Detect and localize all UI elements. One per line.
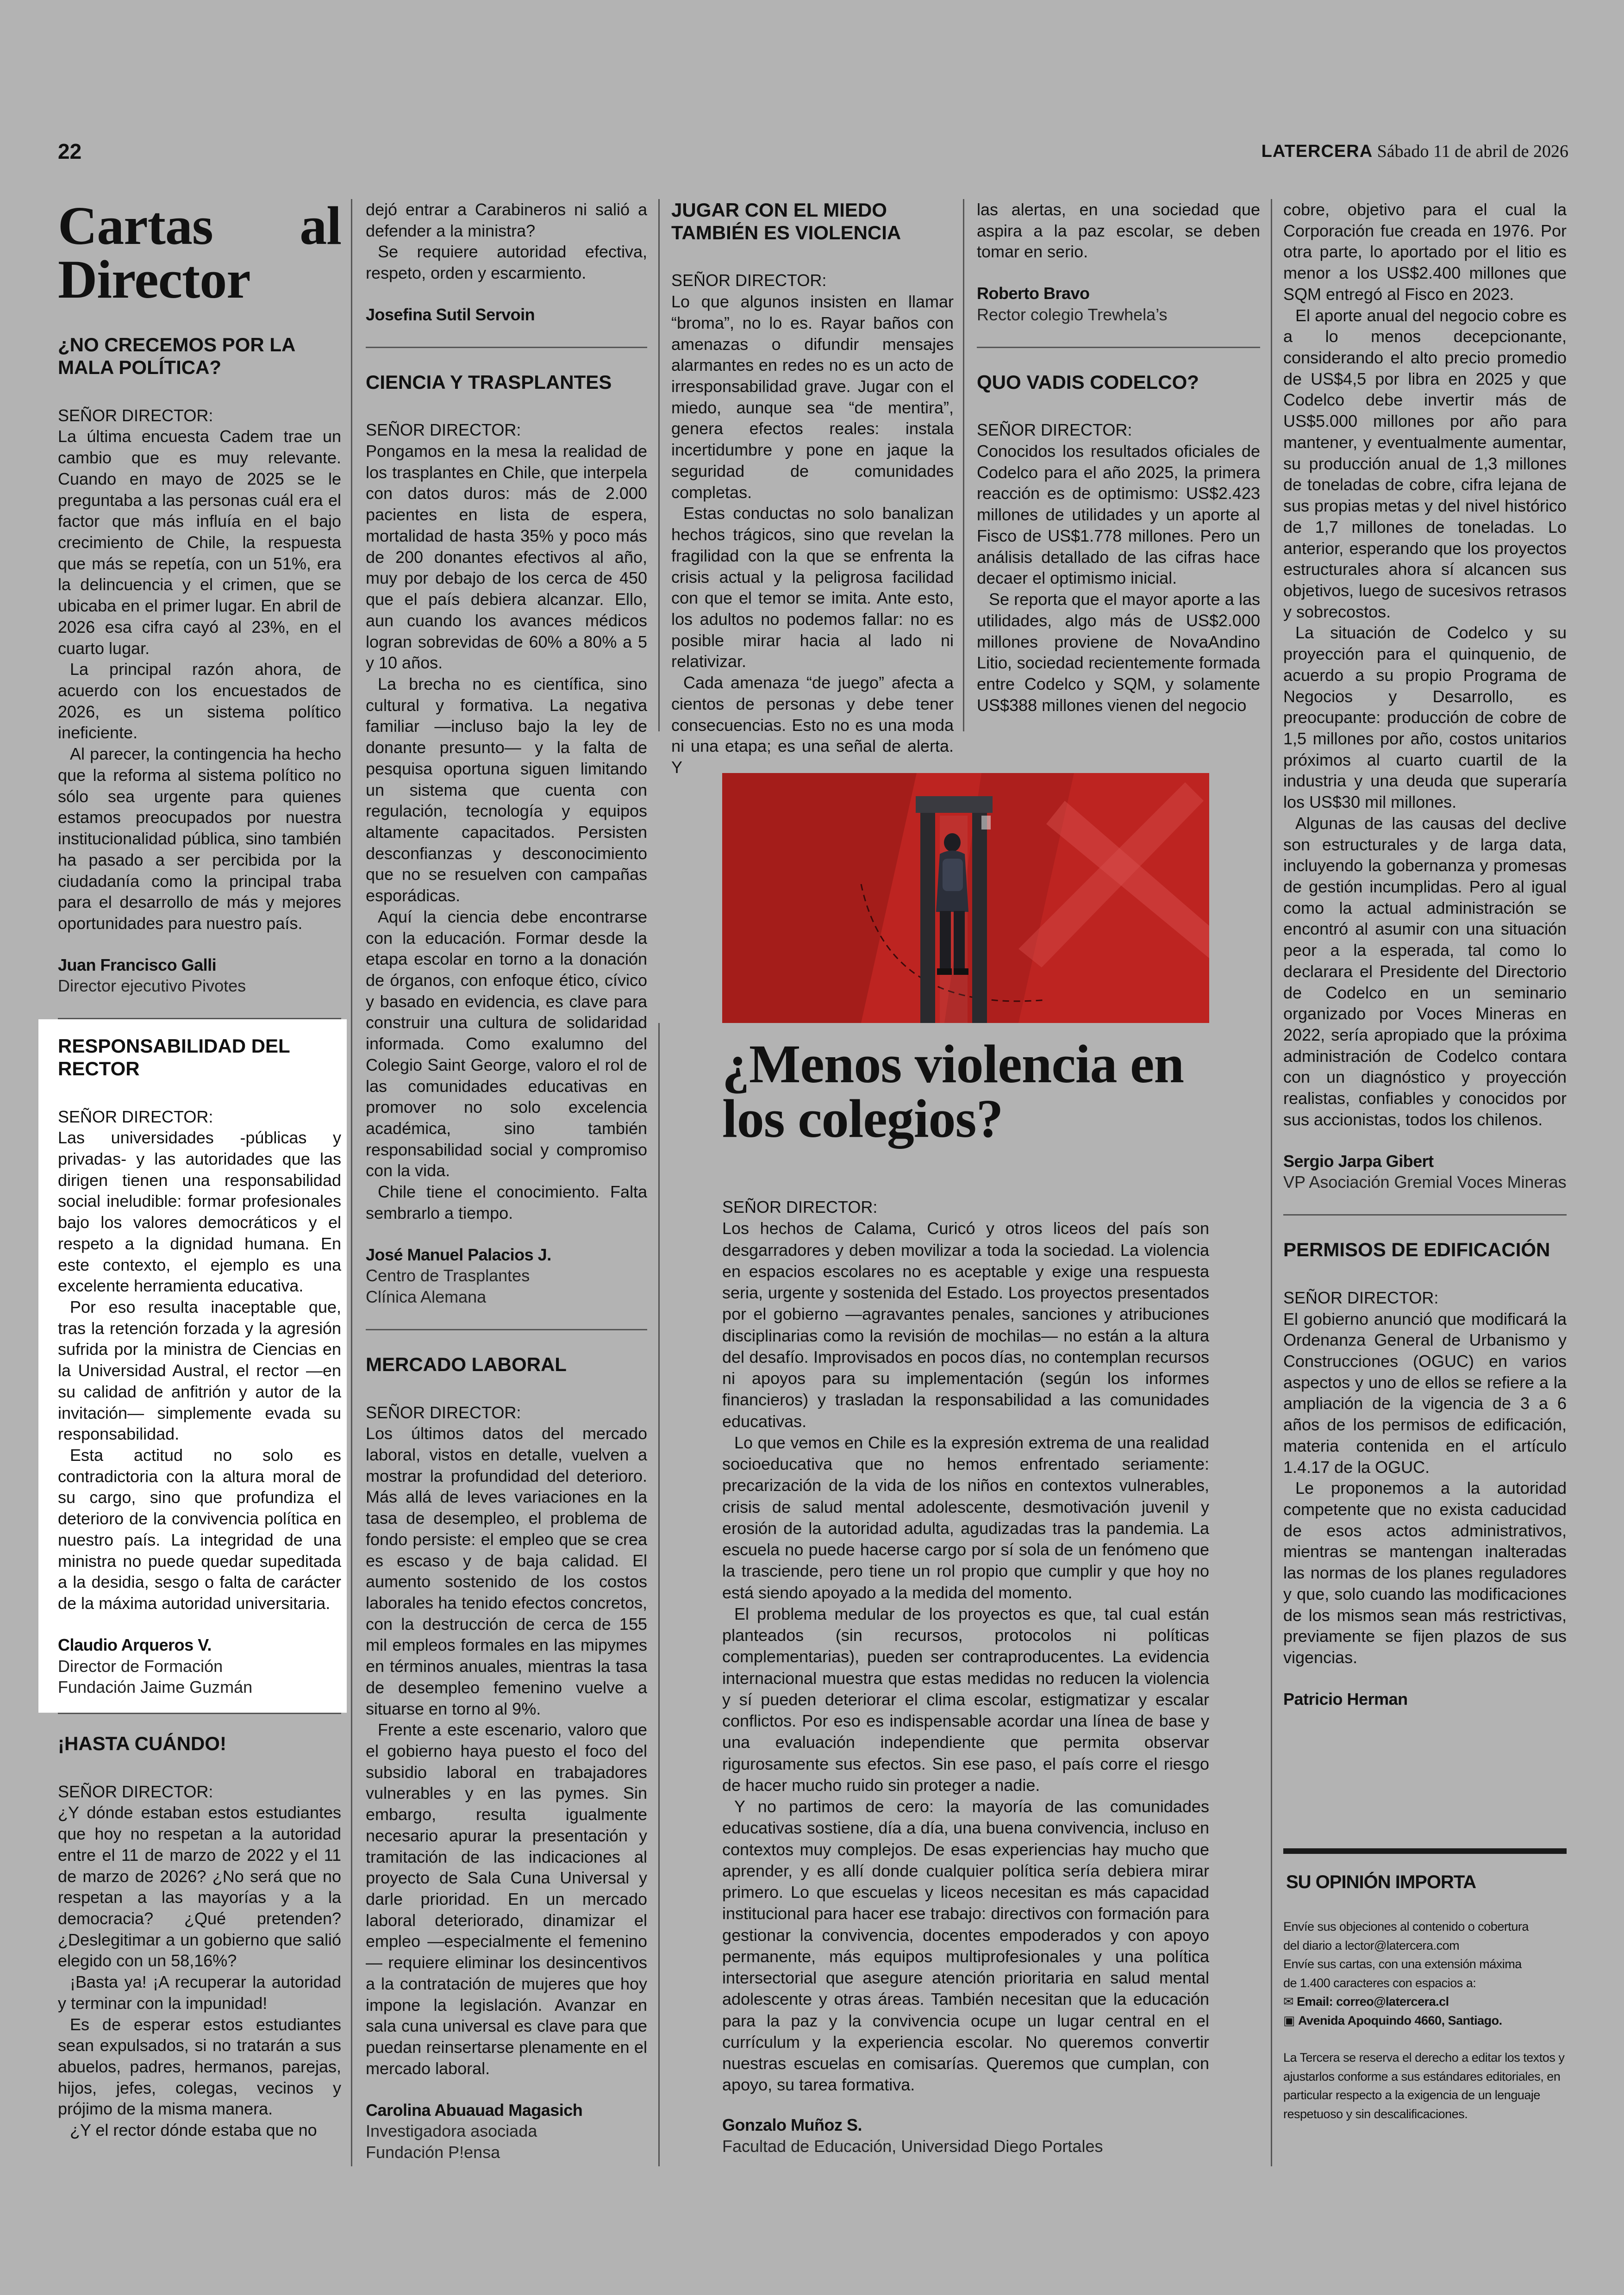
column-divider	[658, 1023, 660, 2166]
letter-paragraph: Pongamos en la mesa la realidad de los trasplantes en Chile, que interpela con datos duros: más de 2.000 pacientes en lista de espera, mortalidad de hasta 35% y poco más de 200 donantes efectivos al año, muy por debajo de los cerca de 450 que el país debiera alcanzar. Ello, aun cuando los avances médicos logran sobrevidas de 60% a 80% a 5 y 10 años.	[366, 442, 647, 673]
su-opinion-line: Envíe sus objeciones al contenido o cobertura	[1283, 1920, 1529, 1934]
letter-paragraph: Frente a este escenario, valoro que el gobierno haya puesto el foco del subsidio laboral en trabajadores vulnerables y en las pymes. Sin embargo, resulta igualmente necesario apurar la presentación y tramitación de las indicaciones al proyecto de Sala Cuna Universal y darle prioridad. En un mercado laboral deteriorado, dinamizar el empleo —especialmente el femenino— requiere eliminar los desincentivos a la contratación de mujeres que hoy impone la legislación. Avanzar en sala cuna universal es clave para que puedan reinsertarse plenamente en el mercado laboral.	[366, 1720, 647, 2078]
letter-author: Roberto Bravo	[977, 284, 1090, 303]
letter-author: Claudio Arqueros V.	[58, 1635, 212, 1654]
letter-paragraph: Le proponemos a la autoridad competente que no exista caducidad de esos actos administrativos, mientras se mantengan inalteradas las normas de los planes reguladores y que, solo cuando las modificaciones de los mismos sean más restrictivas, previamente se fijen plazos de sus vigencias.	[1283, 1478, 1567, 1667]
letter-mercado	[366, 1353, 647, 2163]
column-1	[58, 195, 341, 2141]
letter-headline: MERCADO LABORAL	[366, 1353, 567, 1375]
letter-greeting: SEÑOR DIRECTOR:	[58, 1107, 213, 1126]
letter-paragraph: Los últimos datos del mercado laboral, vistos en detalle, vuelven a mostrar la profundidad del deterioro. Más allá de leves variaciones en la tasa de desempleo, el problema de fondo persiste: el empleo que se crea es escaso y de baja calidad. El aumento sostenido de los costos laborales ha tenido efectos concretos, con la destrucción de cerca de 155 mil empleos formales en las mipymes en términos anuales, mientras la tasa de desempleo femenino vuelve a situarse en torno al 9%.	[366, 1424, 647, 1718]
letter-author: Juan Francisco Galli	[58, 955, 217, 974]
address-row	[1283, 2011, 1567, 2030]
su-opinion-line: de 1.400 caracteres con espacios a:	[1283, 1976, 1476, 1990]
editorial-disclaimer: La Tercera se reserva el derecho a editar los textos y ajustarlos conforme a sus estándares editoriales, en particular respecto a la exigencia de un lenguaje respetuoso y sin descalificaciones.	[1283, 2051, 1565, 2121]
letter-paragraph: Chile tiene el conocimiento. Falta sembrarlo a tiempo.	[366, 1182, 647, 1222]
su-opinion-line: Envíe sus cartas, con una extensión máxima	[1283, 1957, 1522, 1971]
letter-hasta-cuando	[58, 1733, 341, 2141]
letter-divider	[366, 1329, 647, 1330]
letter-author-role: Facultad de Educación, Universidad Diego Portales	[722, 2136, 1103, 2156]
letter-paragraph: La principal razón ahora, de acuerdo con los encuestados de 2026, es un sistema político ineficiente.	[58, 660, 341, 742]
column-5	[1283, 199, 1567, 2123]
newspaper-brand: LATERCERA	[1261, 142, 1373, 161]
letter-paragraph: las alertas, en una sociedad que aspira a la paz escolar, se deben tomar en serio.	[977, 200, 1260, 262]
letter-author: Sergio Jarpa Gibert	[1283, 1151, 1434, 1171]
letter-headline: PERMISOS DE EDIFICACIÓN	[1283, 1239, 1550, 1261]
letter-paragraph: ¿Y el rector dónde estaba que no	[70, 2120, 317, 2140]
su-opinion-line: del diario a lector@latercera.com	[1283, 1938, 1460, 1952]
letter-paragraph: Aquí la ciencia debe encontrarse con la educación. Formar desde la etapa escolar en torno a la donación de órganos, con enfoque ético, cívico y basado en evidencia, es clave para construir una cultura de solidaridad informada. Como exalumno del Colegio Saint George, valoro el rol de las comunidades educativas en promover no solo excelencia académica, sino también responsabilidad social y compromiso con la vida.	[366, 907, 647, 1180]
letter-paragraph: ¡Basta ya! ¡A recuperar la autoridad y terminar con la impunidad!	[58, 1972, 341, 2013]
letter-author-role: Director ejecutivo Pivotes	[58, 976, 246, 996]
letter-headline: QUO VADIS CODELCO?	[977, 371, 1199, 393]
masthead	[1262, 141, 1568, 162]
letter-headline: CIENCIA Y TRASPLANTES	[366, 371, 612, 393]
column-divider	[1271, 199, 1272, 2166]
letter-headline: ¿NO CRECEMOS POR LA MALA POLÍTICA?	[58, 334, 295, 378]
letter-paragraph: dejó entrar a Carabineros ni salió a defender a la ministra?	[366, 200, 647, 240]
letter-greeting: SEÑOR DIRECTOR:	[722, 1197, 878, 1216]
letter-author-role: Clínica Alemana	[366, 1287, 487, 1307]
letter-paragraph: Se reporta que el mayor aporte a las utilidades, algo más de US$2.000 millones proviene de NovaAndino Litio, sociedad recientemente formada entre Codelco y SQM, y solamente US$388 millones vienen del negocio	[977, 590, 1260, 715]
letter-paragraph: Lo que vemos en Chile es la expresión extrema de una realidad socioeducativa que no hemos enfrentado seriamente: precarización de la vida de los niños en contextos vulnerables, crisis de salud mental adolescente, desmotivación juvenil y erosión de la autoridad adulta, agudizadas tras la pandemia. La escuela no puede hacerse cargo por sí sola de un fenómeno que la trasciende, pero tiene un rol propio que cumplir y que hoy no está siendo apoyado a la medida del momento.	[722, 1433, 1209, 1602]
letter-divider	[366, 347, 647, 348]
su-opinion-title: SU OPINIÓN IMPORTA	[1286, 1872, 1476, 1893]
letter-headline: ¡HASTA CUÁNDO!	[58, 1732, 226, 1754]
letter-paragraph: La situación de Codelco y su proyección para el quinquenio, de acuerdo a su propio Programa de Negocios y Desarrollo, es preocupante: producción de cobre de 1,5 millones por año, costos unitarios próximos al cuarto cuartil de la industria y una deuda que superaría los US$30 mil millones.	[1283, 623, 1567, 812]
letter-author: Carolina Abuauad Magasich	[366, 2100, 583, 2120]
issue-date: Sábado 11 de abril de 2026	[1377, 142, 1568, 161]
letter-paragraph: Conocidos los resultados oficiales de Codelco para el año 2025, la primera reacción es de optimismo: US$2.423 millones de utilidades y un aporte al Fisco de US$1.778 millones. Pero un análisis detallado de las cifras hace decaer el optimismo inicial.	[977, 442, 1260, 588]
letter-paragraph: Se requiere autoridad efectiva, respeto, orden y escarmiento.	[366, 242, 647, 283]
column-divider	[351, 199, 352, 2166]
letter-headline: JUGAR CON EL MIEDO TAMBIÉN ES VIOLENCIA	[671, 199, 901, 243]
letter-greeting: SEÑOR DIRECTOR:	[58, 1782, 213, 1801]
letter-paragraph: El gobierno anunció que modificará la Ordenanza General de Urbanismo y Construcciones (OGUC) en varios aspectos y uno de ellos se refiere a la ampliación de la vigencia de 3 a 6 años de los permisos de edificación, materia contenida en el artículo 1.4.17 de la OGUC.	[1283, 1309, 1567, 1477]
letter-miedo	[671, 199, 954, 778]
letter-author-role: Director de Formación	[58, 1656, 223, 1676]
page-number: 22	[58, 139, 82, 163]
letter-paragraph: Los hechos de Calama, Curicó y otros liceos del país son desgarradores y deben movilizar a toda la sociedad. La violencia en espacios escolares no es aceptable y exige una respuesta seria, urgente y sostenida del Estado. Los proyectos presentados por el gobierno —agravantes penales, sanciones y atribuciones disciplinarias como la revisión de mochilas— no están a la altura del desafío. Improvisados en pocos días, no contemplan recursos ni apoyos para su implementación (según los informes financieros) y trasladan la responsabilidad a las comunidades educativas.	[722, 1219, 1209, 1431]
letter-no-crecemos	[58, 334, 341, 997]
letter-paragraph: El aporte anual del negocio cobre es a lo menos decepcionante, considerando el alto precio promedio de US$4,5 por libra en 2025 y que Codelco debe invertir más de US$5.000 millones por año para mantener, y eventualmente aumentar, su producción anual de 1,3 millones de toneladas de cobre, cifra lejana de sus propias metas y del nivel histórico de 1,7 millones de toneladas. Lo anterior, esperando que los proyectos estructurales ahora sí alcancen sus objetivos, luego de sucesivos retrasos y sobrecostos.	[1283, 306, 1567, 621]
letter-greeting: SEÑOR DIRECTOR:	[671, 271, 827, 290]
letter-author: Josefina Sutil Servoin	[366, 305, 535, 324]
letter-author: Gonzalo Muñoz S.	[722, 2115, 862, 2134]
su-opinion-text	[1283, 1917, 1567, 2123]
letter-author: José Manuel Palacios J.	[366, 1245, 551, 1264]
letter-divider	[977, 347, 1260, 348]
letter-paragraph: ¿Y dónde estaban estos estudiantes que hoy no respetan a la autoridad entre el 11 de marzo de 2022 y el 11 de marzo de 2026? ¿No será que no respetan a las mayorías y a la democracia? ¿Qué pretenden? ¿Deslegitimar a un gobierno que salió elegido con un 58,16%?	[58, 1803, 341, 1971]
letter-paragraph: La brecha no es científica, sino cultural y formativa. La negativa familiar —incluso bajo la ley de donante presunto— y la falta de pesquisa oportuna siguen limitando un sistema que cuenta con regulación, tecnología y equipos altamente capacitados. Persisten desconfianzas y desconocimiento que no se resuelven con campañas esporádicas.	[366, 674, 647, 905]
feature-headline: ¿Menos violencia en los colegios?	[722, 1034, 1184, 1149]
letter-paragraph: Al parecer, la contingencia ha hecho que la reforma al sistema político no sólo sea urgente para quienes estamos preocupados por nuestra institucionalidad pública, sino también ha pasado a ser percibida por la ciudadanía como la principal traba para el desarrollo de más y mejores oportunidades para nuestro país.	[58, 744, 341, 933]
letter-paragraph: Lo que algunos insisten en llamar “broma”, no lo es. Rayar baños con amenazas o difundir mensajes alarmantes en redes no es un acto de irresponsabilidad grave. Jugar con el miedo, aunque sea “de mentira”, genera efectos reales: instala incertidumbre y pone en jaque la seguridad de comunidades completas.	[671, 292, 954, 502]
letter-codelco	[977, 371, 1260, 716]
letter-paragraph: Esta actitud no solo es contradictoria con la altura moral de su cargo, sino que profundiza el deterioro de la convivencia política en nuestro país. La integridad de una ministra no puede quedar supeditada a la desidia, sesgo o falta de carácter de la máxima autoridad universitaria.	[58, 1446, 341, 1613]
letter-paragraph: Y no partimos de cero: la mayoría de las comunidades educativas sostiene, día a día, una buena convivencia, incluso en contextos muy complejos. De esas experiencias hay mucho que aprender, y es allí donde cualquier política sería debiera mirar primero. Lo que escuelas y liceos necesitan es más capacidad institucional para hacer ese trabajo: directivos con formación para gestionar la convivencia, docentes empoderados y con apoyo permanente, más equipos multiprofesionales y una política intersectorial que asegure atención prioritaria en salud mental adolescente y otras áreas. También necesitan que la educación para la paz y la convivencia ocupe un lugar central en el currículum y la experiencia escolar. No queremos convertir nuestras escuelas en comisarías. Queremos que cumplan, con apoyo, su tarea formativa.	[722, 1797, 1209, 2095]
section-title: Cartas al Director	[58, 195, 341, 310]
letter-paragraph: Es de esperar estos estudiantes sean expulsados, si no tratarán a sus abuelos, padres, hermanos, parejas, hijos, jefes, colegas, vecinos y prójimo de la misma manera.	[58, 2014, 341, 2119]
letter-author-role: Rector colegio Trewhela’s	[977, 305, 1168, 324]
column-divider	[963, 199, 964, 731]
letter-divider	[58, 1713, 341, 1714]
letter-paragraph: Las universidades -públicas y privadas- y las autoridades que las dirigen tienen una responsabilidad social ineludible: formar profesionales bajo los valores democráticos y el respeto a la dignidad humana. En este contexto, el ejemplo es una excelente herramienta educativa.	[58, 1128, 341, 1296]
letter-greeting: SEÑOR DIRECTOR:	[977, 420, 1132, 440]
letter-greeting: SEÑOR DIRECTOR:	[58, 405, 213, 425]
letter-author-role: Investigadora asociada	[366, 2121, 537, 2141]
letter-violencia	[722, 1197, 1209, 2157]
letter-divider	[1283, 1214, 1567, 1216]
letter-headline: RESPONSABILIDAD DEL RECTOR	[58, 1035, 290, 1079]
letter-greeting: SEÑOR DIRECTOR:	[1283, 1288, 1439, 1307]
postal-address: Avenida Apoquindo 4660, Santiago.	[1298, 2013, 1502, 2027]
letter-author-role: Fundación P!ensa	[366, 2142, 500, 2162]
letter-paragraph: Cada amenaza “de juego” afecta a cientos de personas y debe tener consecuencias. Esto no es una moda ni una etapa; es una señal de alerta. Y	[671, 673, 954, 777]
letter-author: Patricio Herman	[1283, 1689, 1408, 1709]
column-4	[977, 199, 1260, 716]
email-row	[1283, 1992, 1567, 2011]
illustration-metal-detector	[722, 773, 1209, 1023]
letter-author-role: VP Asociación Gremial Voces Mineras	[1283, 1172, 1567, 1192]
letter-paragraph: Estas conductas no solo banalizan hechos trágicos, sino que revelan la fragilidad con la que se enfrenta la crisis actual y la peligrosa facilidad con que el temor se imita. Ante esto, los adultos no podemos fallar: no es posible mirar hacia al lado ni relativizar.	[671, 504, 954, 671]
mail-icon: ✉	[1283, 1995, 1294, 2009]
letter-author-role: Fundación Jaime Guzmán	[58, 1678, 253, 1697]
location-icon: ▣	[1283, 2013, 1295, 2027]
column-3	[671, 199, 954, 778]
su-opinion-box	[1283, 1848, 1567, 2123]
email-contact[interactable]: Email: correo@latercera.cl	[1297, 1995, 1449, 2009]
letter-paragraph: cobre, objetivo para el cual la Corporación fue creada en 1976. Por otra parte, lo aportado por el litio es menor a los US$2.400 millones que SQM entregó al Fisco en 2023.	[1283, 200, 1567, 304]
letter-greeting: SEÑOR DIRECTOR:	[366, 420, 521, 440]
letter-author-role: Centro de Trasplantes	[366, 1266, 530, 1285]
letter-greeting: SEÑOR DIRECTOR:	[366, 1403, 521, 1422]
letter-responsabilidad	[38, 1019, 347, 1713]
column-2	[366, 199, 647, 2163]
letter-ciencia	[366, 371, 647, 1308]
column-divider	[658, 199, 660, 731]
su-opinion-bar	[1283, 1848, 1567, 1854]
letter-paragraph: El problema medular de los proyectos es que, tal cual están planteados (sin recursos, protocolos ni políticas complementarias), pueden ser contraproducentes. La evidencia internacional muestra que estas medidas no reducen la violencia y sí pueden deteriorar el clima escolar, estigmatizar y escalar conflictos. Por eso es indispensable acordar una línea de base y una evaluación independiente que permita observar rigurosamente sus efectos. Sin ese paso, el país corre el riesgo de hacer mucho ruido sin proteger a nadie.	[722, 1604, 1209, 1795]
illustration-svg	[722, 773, 1209, 1023]
letter-paragraph: Por eso resulta inaceptable que, tras la retención forzada y la agresión sufrida por la ministra de Ciencias en la Universidad Austral, el rector —en su calidad de anfitrión y autor de la invitación— simplemente evada su responsabilidad.	[58, 1297, 341, 1444]
letter-permisos	[1283, 1239, 1567, 1709]
letter-paragraph: Algunas de las causas del declive son estructurales y de larga data, incluyendo la gobernanza y promesas de gestión incumplidas. Pero al igual como la actual administración se encontró al asumir con una situación peor a la esperada, tal como lo declarara el Presidente del Directorio de Codelco en un seminario organizado por Voces Mineras en 2022, sería apropiado que la próxima administración de Codelco contara con un diagnóstico y proyección realistas, confiables y conocidos por sus accionistas, todos los chilenos.	[1283, 813, 1567, 1129]
letter-paragraph: La última encuesta Cadem trae un cambio que es muy relevante. Cuando en mayo de 2025 se le preguntaba a las personas cuál era el factor que más influía en el bajo crecimiento de Chile, la respuesta que más se repetía, con un 51%, era la delincuencia y el crimen, que se ubicaba en el primer lugar. En abril de 2026 esa cifra cayó al 23%, en el cuarto lugar.	[58, 427, 341, 658]
